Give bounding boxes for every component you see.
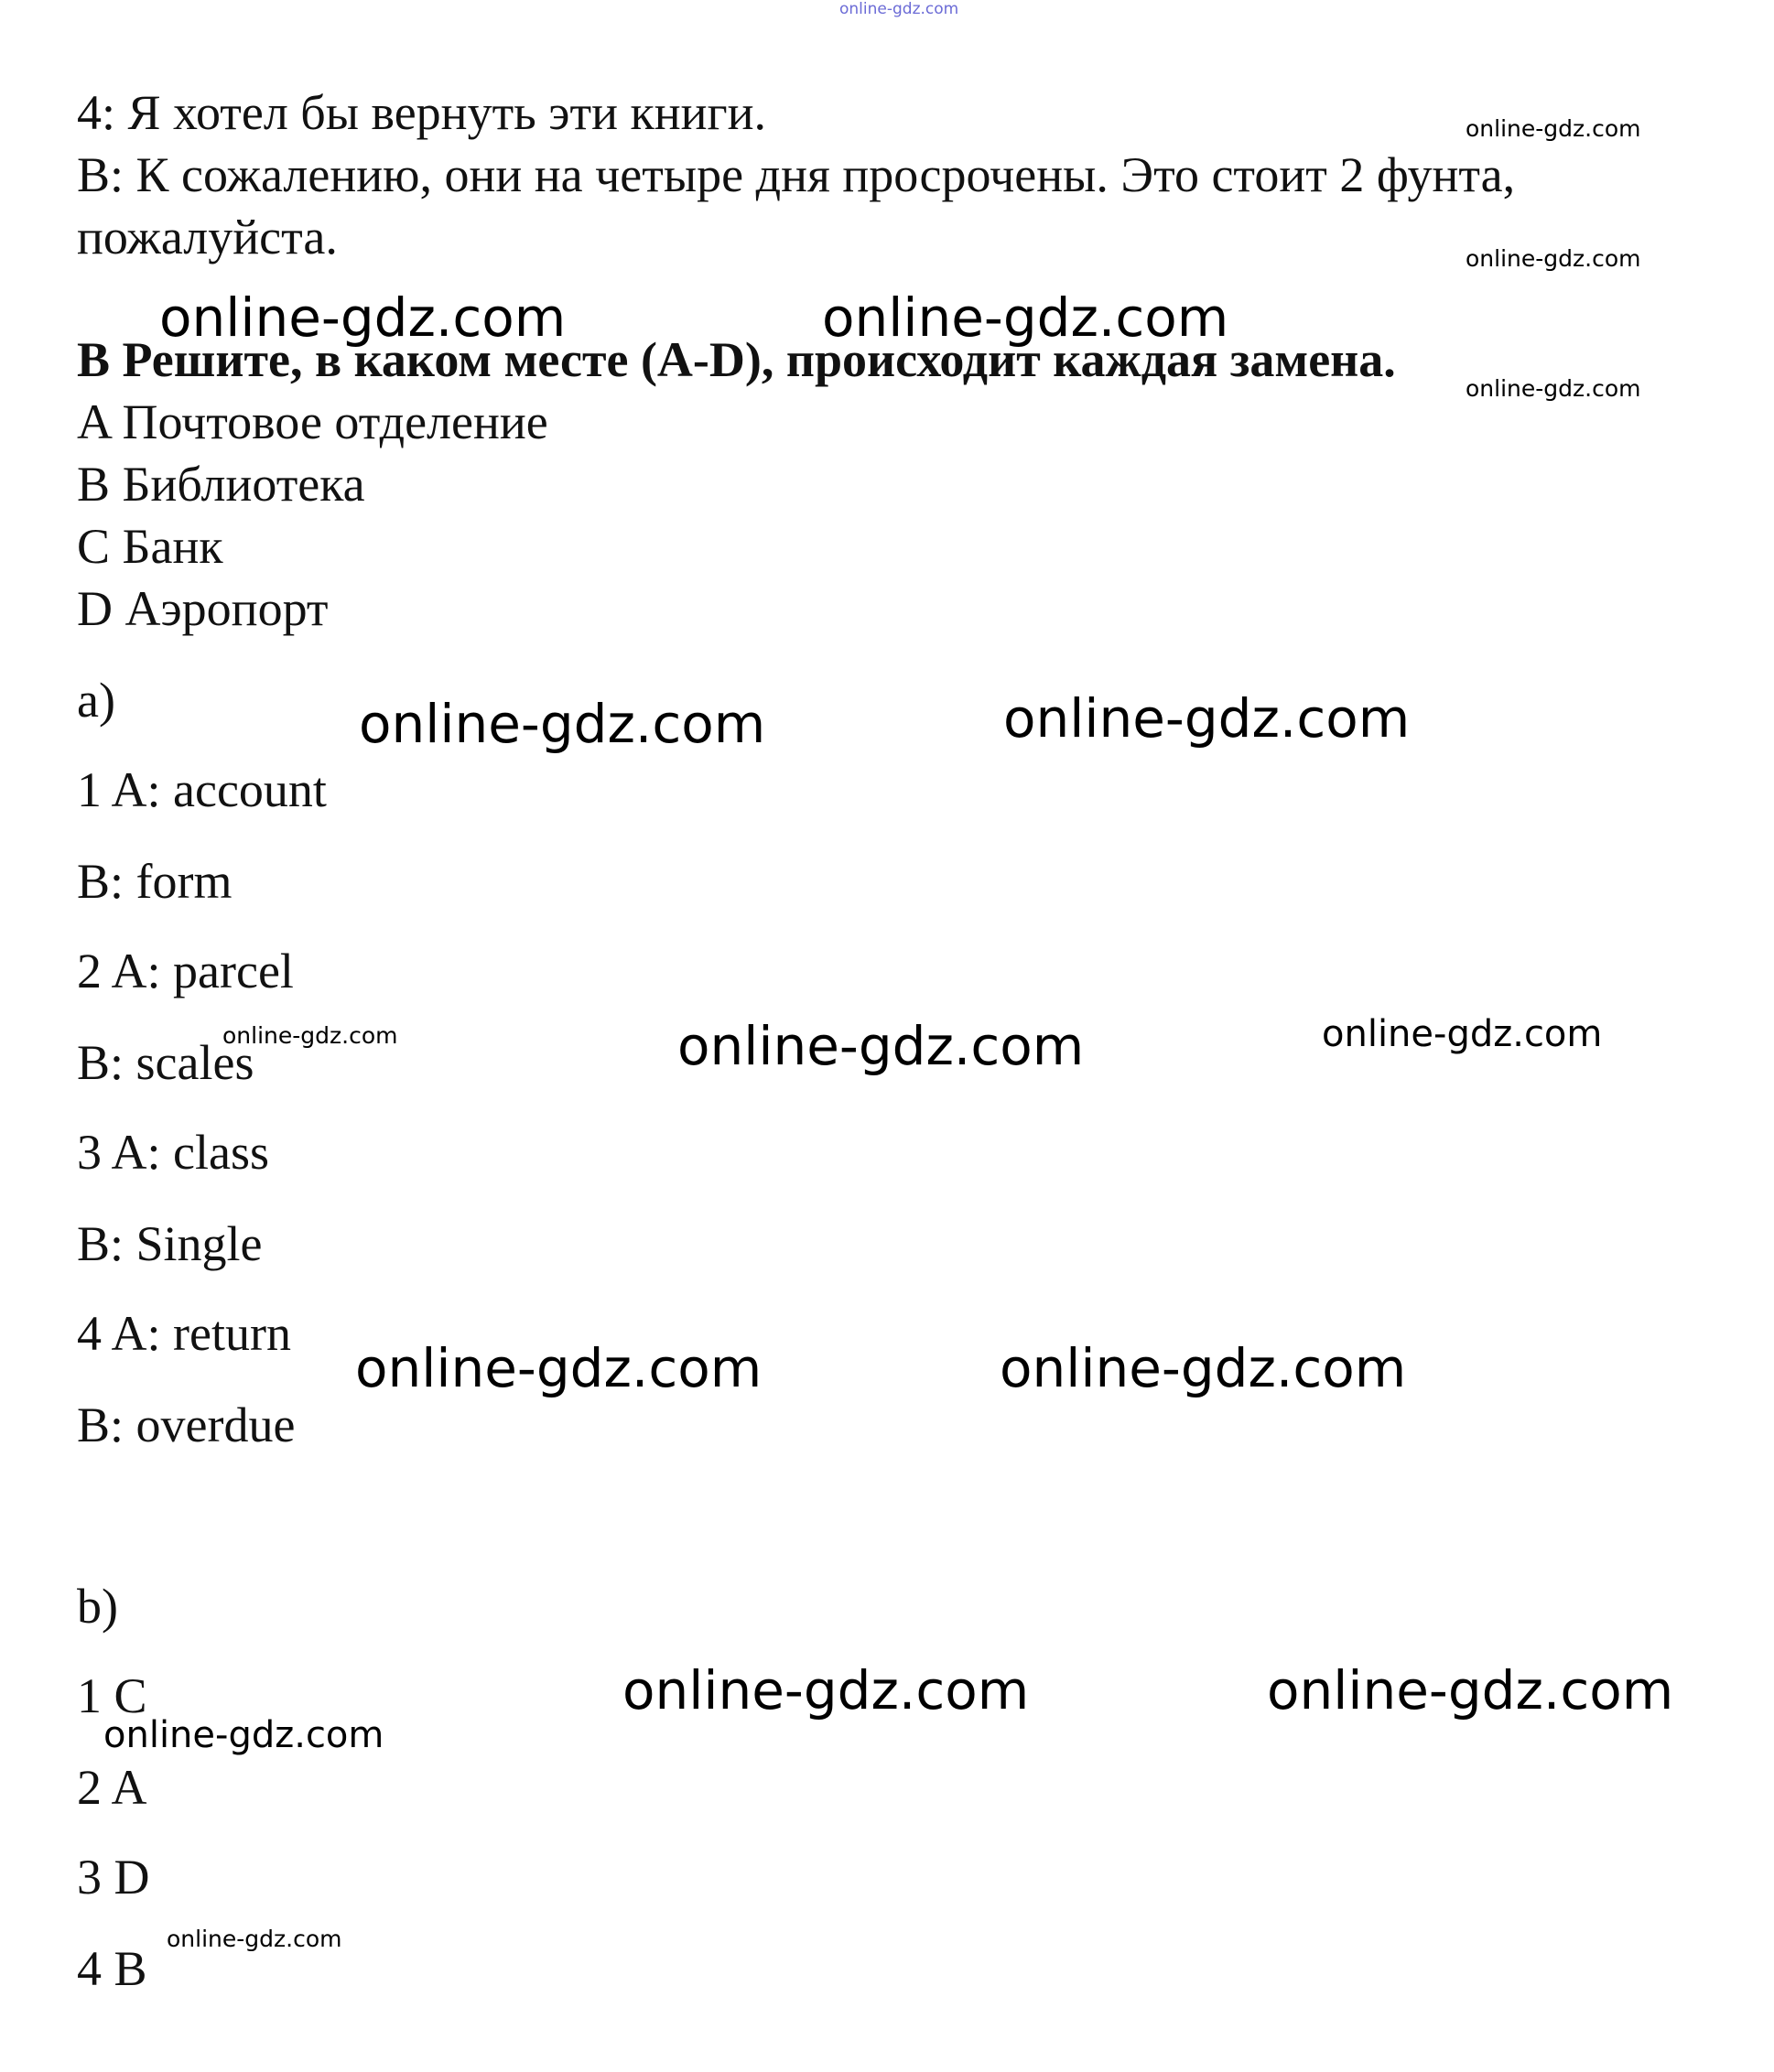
watermark-big-6: online-gdz.com (355, 1337, 763, 1399)
answer-a-2: B: form (77, 854, 233, 909)
watermark-big-2: online-gdz.com (822, 286, 1229, 349)
answer-b-1: 1 C (77, 1668, 147, 1723)
watermark-small-5: online-gdz.com (167, 1926, 342, 1952)
watermark-small-1: online-gdz.com (1466, 115, 1641, 142)
watermark-big-8: online-gdz.com (622, 1659, 1030, 1721)
watermark-small-4: online-gdz.com (222, 1022, 398, 1049)
section-b-label: b) (77, 1579, 118, 1634)
answer-a-7: 4 A: return (77, 1306, 291, 1361)
option-d: D Аэропорт (77, 581, 329, 636)
answer-a-8: B: overdue (77, 1398, 296, 1452)
section-a-label: a) (77, 673, 115, 728)
option-c: C Банк (77, 519, 223, 574)
option-a: A Почтовое отделение (77, 394, 548, 449)
answer-a-3: 2 A: parcel (77, 944, 294, 998)
watermark-top: online-gdz.com (839, 0, 959, 18)
answer-b-4: 4 B (77, 1941, 147, 1996)
text-line-3: пожалуйста. (77, 210, 338, 264)
watermark-big-9: online-gdz.com (1267, 1659, 1674, 1721)
watermark-big-5: online-gdz.com (677, 1015, 1085, 1077)
watermark-mid-2: online-gdz.com (103, 1714, 384, 1756)
watermark-small-3: online-gdz.com (1466, 375, 1641, 402)
option-b: B Библиотека (77, 457, 365, 512)
watermark-small-2: online-gdz.com (1466, 245, 1641, 272)
answer-a-6: B: Single (77, 1216, 263, 1271)
watermark-big-1: online-gdz.com (159, 286, 567, 349)
watermark-big-7: online-gdz.com (1000, 1337, 1407, 1399)
text-line-2: B: К сожалению, они на четыре дня просрочены. Это стоит 2 фунта, (77, 147, 1516, 202)
watermark-big-4: online-gdz.com (1003, 687, 1411, 750)
task-heading: B Решите, в каком месте (A-D), происходит каждая замена. (77, 332, 1396, 387)
answer-a-4: B: scales (77, 1035, 254, 1090)
answer-a-1: 1 A: account (77, 762, 327, 817)
watermark-big-3: online-gdz.com (359, 693, 766, 755)
text-line-1: 4: Я хотел бы вернуть эти книги. (77, 85, 767, 140)
answer-b-2: 2 A (77, 1760, 147, 1815)
answer-b-3: 3 D (77, 1850, 150, 1905)
answer-a-5: 3 A: class (77, 1125, 269, 1180)
watermark-mid-1: online-gdz.com (1322, 1013, 1603, 1055)
